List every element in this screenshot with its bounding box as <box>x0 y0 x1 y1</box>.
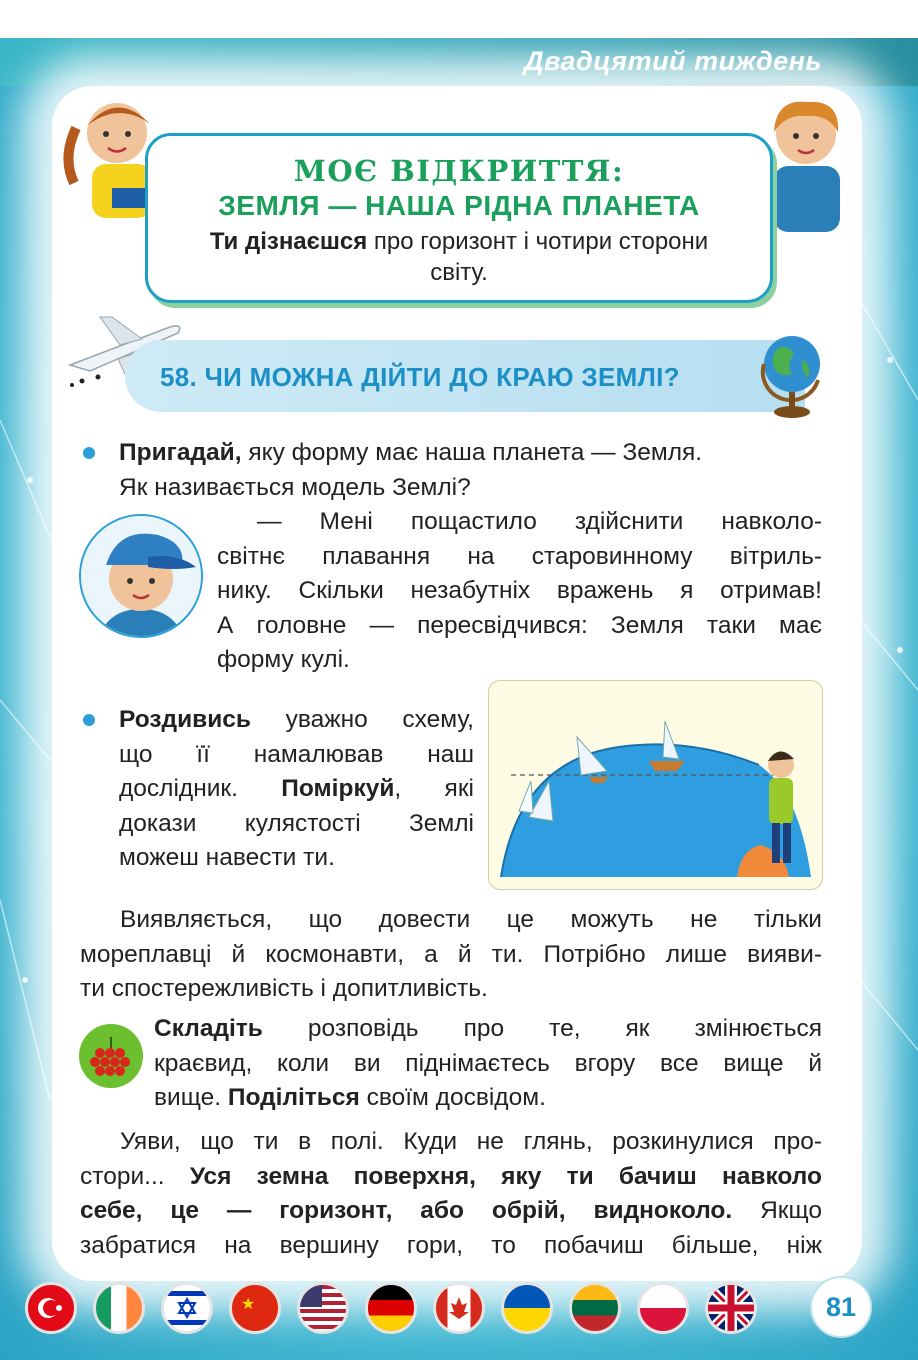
horizon-text: Якщо <box>732 1197 822 1224</box>
paragraph-proof <box>80 903 822 1007</box>
svg-text:★: ★ <box>241 1294 256 1313</box>
ukraine-flag-icon <box>501 1282 553 1334</box>
topic-goal <box>148 226 770 288</box>
topic-goal-text: про горизонт і чотири сторони світу. <box>367 228 709 286</box>
paragraph-scheme <box>119 703 474 876</box>
group-task-text: розповідь про те, як змінюється <box>262 1015 822 1042</box>
top-margin <box>0 0 918 38</box>
think-bold: Поміркуй <box>281 775 395 802</box>
scheme-text: уважно схему, <box>250 706 474 733</box>
quote-line: нику. Скільки незабутніх вражень я отримав! <box>217 577 822 604</box>
horizon-definition: себе, це — горизонт, або обрій, видноколо. <box>80 1197 733 1224</box>
quote-line: форму кулі. <box>217 646 350 673</box>
ireland-flag-icon <box>93 1282 145 1334</box>
share-bold: Поділіться <box>227 1084 360 1111</box>
paragraph-horizon <box>80 1125 822 1263</box>
globe-icon <box>758 330 828 425</box>
rowan-berries-icon <box>78 1023 144 1089</box>
scheme-line: можеш навести ти. <box>119 844 335 871</box>
explorer-quote <box>217 505 822 678</box>
lithuania-flag-icon <box>569 1282 621 1334</box>
topic-goal-bold: Ти дізнаєшся <box>209 228 368 255</box>
quote-line: А головне — пересвідчився: Земля таки має <box>217 611 822 639</box>
horizon-line: забратися на вершину гори, то побачиш більше, ніж <box>80 1231 822 1259</box>
uk-flag-icon <box>705 1282 757 1334</box>
quote-line: світнє плавання на старовинному вітриль- <box>217 542 822 570</box>
israel-flag-icon <box>161 1282 213 1334</box>
bullet-point <box>83 447 95 459</box>
horizon-text: стори... <box>80 1162 190 1190</box>
scheme-line: докази кулястості Землі <box>119 809 474 837</box>
lesson-title: 58. ЧИ МОЖНА ДІЙТИ ДО КРАЮ ЗЕМЛІ? <box>160 362 680 392</box>
proof-line: мореплавці й космонавти, а й ти. Потрібно лише вияви- <box>80 940 822 968</box>
scheme-line: що її намалював наш <box>119 740 474 768</box>
bullet-point <box>83 714 95 726</box>
earth-curvature-scheme <box>488 680 823 890</box>
recall-text: яку форму має наша планета — Земля. <box>241 439 703 466</box>
horizon-line: Уяви, що ти в полі. Куди не глянь, розкинулися про- <box>120 1128 822 1155</box>
poland-flag-icon <box>637 1282 689 1334</box>
turkey-flag-icon <box>25 1282 77 1334</box>
recall-bold: Пригадай, <box>119 439 242 466</box>
compose-bold: Складіть <box>154 1015 263 1042</box>
page-number: 81 <box>810 1276 872 1338</box>
canada-flag-icon <box>433 1282 485 1334</box>
quote-line: — Мені пощастило здійснити навколо- <box>257 508 822 535</box>
recall-line2: Як називається модель Землі? <box>119 473 471 501</box>
scheme-bold: Роздивись <box>119 706 251 733</box>
proof-line: ти спостережливість і допитливість. <box>80 975 488 1002</box>
topic-title-box <box>145 133 773 303</box>
proof-line: Виявляється, що довести це можуть не тільки <box>120 906 822 933</box>
topic-heading: МОЄ ВІДКРИТТЯ: <box>293 154 625 188</box>
group-task-line: краєвид, коли ви піднімаєтесь вгору все вище й <box>154 1049 822 1077</box>
week-banner <box>0 38 918 86</box>
lesson-title-bar <box>125 340 805 412</box>
usa-flag-icon <box>297 1282 349 1334</box>
scheme-text: , які <box>394 775 474 802</box>
group-task <box>154 1012 822 1116</box>
scheme-drawing <box>489 681 822 889</box>
scheme-text: дослідник. <box>119 775 282 802</box>
germany-flag-icon <box>365 1282 417 1334</box>
explorer-avatar <box>78 513 204 639</box>
china-flag-icon <box>229 1282 281 1334</box>
topic-subheading: ЗЕМЛЯ — НАША РІДНА ПЛАНЕТА <box>218 190 700 221</box>
paragraph-recall <box>119 436 824 505</box>
week-label: Двадцятий тиждень <box>524 46 822 76</box>
group-task-text: вище. <box>154 1084 228 1111</box>
horizon-definition: Уся земна поверхня, яку ти бачиш навколо <box>189 1162 822 1190</box>
group-task-text: своїм досвідом. <box>359 1084 546 1111</box>
